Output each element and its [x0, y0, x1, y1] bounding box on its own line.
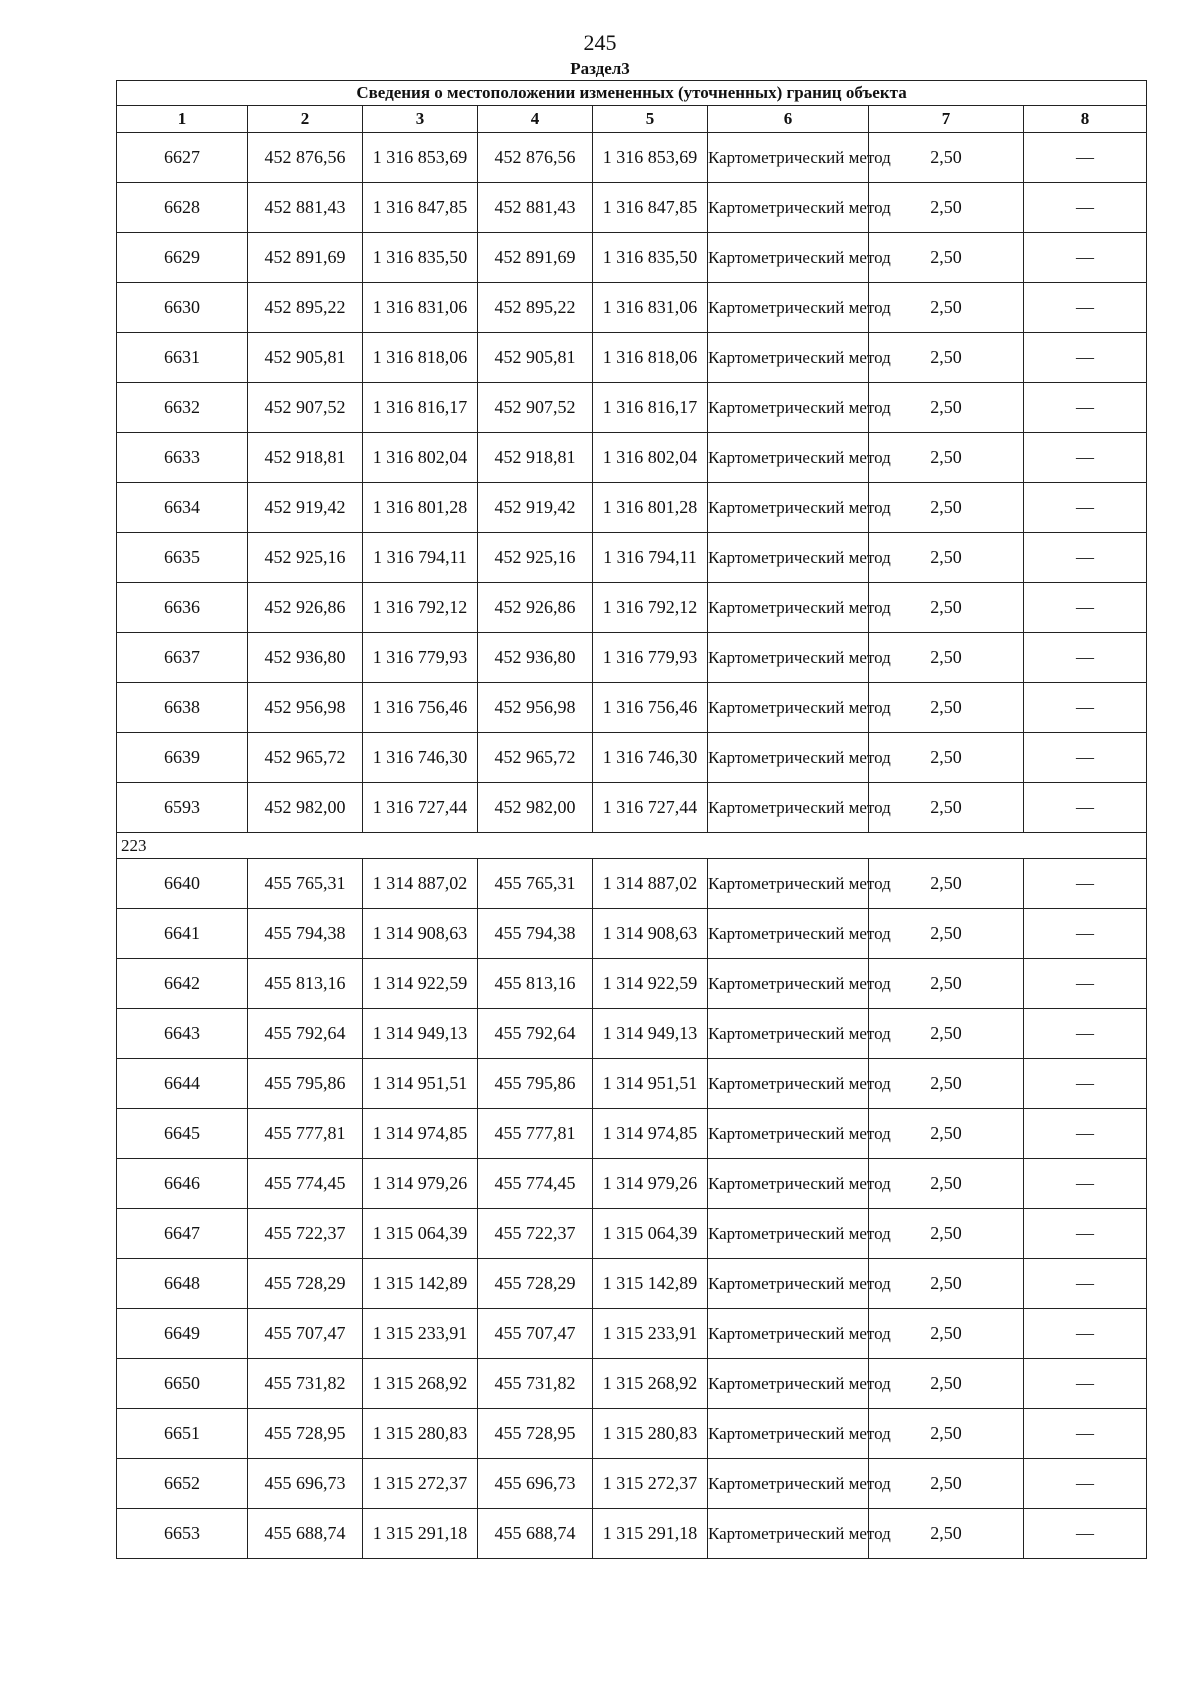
table-cell: —: [1024, 859, 1147, 909]
table-cell: —: [1024, 1259, 1147, 1309]
page-number: 245: [583, 30, 617, 55]
table-cell: Картометрический метод: [708, 233, 869, 283]
table-cell: —: [1024, 483, 1147, 533]
table-cell: 452 965,72: [478, 733, 593, 783]
table-cell: 455 795,86: [478, 1059, 593, 1109]
table-cell: —: [1024, 1009, 1147, 1059]
table-cell: 6636: [117, 583, 248, 633]
table-cell: 6593: [117, 783, 248, 833]
table-cell: 452 907,52: [478, 383, 593, 433]
table-cell: 452 895,22: [248, 283, 363, 333]
table-cell: 1 316 853,69: [363, 133, 478, 183]
table-cell: 455 765,31: [478, 859, 593, 909]
table-cell: 2,50: [869, 959, 1024, 1009]
table-cell: 452 918,81: [478, 433, 593, 483]
table-cell: 6644: [117, 1059, 248, 1109]
table-cell: 2,50: [869, 783, 1024, 833]
column-number: 1: [117, 106, 248, 133]
table-cell: Картометрический метод: [708, 1359, 869, 1409]
table-cell: 6639: [117, 733, 248, 783]
table-cell: —: [1024, 633, 1147, 683]
table-cell: 2,50: [869, 859, 1024, 909]
table-row: [117, 683, 1147, 733]
table-cell: 452 926,86: [478, 583, 593, 633]
table-cell: 1 316 835,50: [593, 233, 708, 283]
table-cell: Картометрический метод: [708, 583, 869, 633]
table-cell: Картометрический метод: [708, 909, 869, 959]
table-cell: 6651: [117, 1409, 248, 1459]
table-cell: 1 316 746,30: [593, 733, 708, 783]
table-row: [117, 1209, 1147, 1259]
table-cell: 2,50: [869, 683, 1024, 733]
table-cell: 2,50: [869, 133, 1024, 183]
table-cell: 455 728,29: [478, 1259, 593, 1309]
table-cell: 455 731,82: [478, 1359, 593, 1409]
table-cell: Картометрический метод: [708, 1259, 869, 1309]
table-cell: —: [1024, 1309, 1147, 1359]
table-cell: 6650: [117, 1359, 248, 1409]
table-cell: 1 316 847,85: [593, 183, 708, 233]
table-cell: 2,50: [869, 283, 1024, 333]
table-row: [117, 233, 1147, 283]
table-cell: 6641: [117, 909, 248, 959]
table-cell: —: [1024, 909, 1147, 959]
table-cell: 452 918,81: [248, 433, 363, 483]
table-cell: 455 813,16: [478, 959, 593, 1009]
column-number: 3: [363, 106, 478, 133]
table-cell: Картометрический метод: [708, 1059, 869, 1109]
table-row: [117, 1059, 1147, 1109]
table-cell: 452 936,80: [478, 633, 593, 683]
table-cell: 1 315 272,37: [593, 1459, 708, 1509]
table-cell: 452 881,43: [248, 183, 363, 233]
table-cell: —: [1024, 533, 1147, 583]
table-cell: Картометрический метод: [708, 1159, 869, 1209]
table-cell: 1 315 291,18: [593, 1509, 708, 1559]
table-cell: 455 696,73: [248, 1459, 363, 1509]
table-cell: 452 936,80: [248, 633, 363, 683]
table-cell: 1 316 792,12: [363, 583, 478, 633]
table-cell: 1 316 756,46: [593, 683, 708, 733]
table-cell: 6630: [117, 283, 248, 333]
table-cell: 452 956,98: [248, 683, 363, 733]
table-cell: Картометрический метод: [708, 1309, 869, 1359]
table-row: [117, 1309, 1147, 1359]
table-cell: 2,50: [869, 183, 1024, 233]
table-cell: 6634: [117, 483, 248, 533]
table-cell: 2,50: [869, 1209, 1024, 1259]
table-cell: 452 881,43: [478, 183, 593, 233]
table-cell: Картометрический метод: [708, 283, 869, 333]
table-cell: 6652: [117, 1459, 248, 1509]
table-cell: 6646: [117, 1159, 248, 1209]
table-cell: 2,50: [869, 909, 1024, 959]
table-cell: —: [1024, 1159, 1147, 1209]
table-cell: —: [1024, 1059, 1147, 1109]
table-cell: 452 965,72: [248, 733, 363, 783]
table-cell: 1 316 779,93: [363, 633, 478, 683]
table-cell: 1 316 801,28: [363, 483, 478, 533]
table-cell: 1 316 727,44: [363, 783, 478, 833]
table-cell: 455 777,81: [478, 1109, 593, 1159]
table-cell: Картометрический метод: [708, 959, 869, 1009]
table-cell: 6635: [117, 533, 248, 583]
table-cell: —: [1024, 959, 1147, 1009]
table-cell: 2,50: [869, 1009, 1024, 1059]
table-cell: —: [1024, 333, 1147, 383]
table-cell: 455 707,47: [478, 1309, 593, 1359]
table-cell: 1 316 746,30: [363, 733, 478, 783]
table-cell: 1 315 268,92: [593, 1359, 708, 1409]
table-cell: 6648: [117, 1259, 248, 1309]
table-cell: 1 314 922,59: [363, 959, 478, 1009]
table-row: [117, 1009, 1147, 1059]
table-cell: 1 316 727,44: [593, 783, 708, 833]
table-cell: Картометрический метод: [708, 1459, 869, 1509]
table-cell: 455 777,81: [248, 1109, 363, 1159]
table-cell: —: [1024, 733, 1147, 783]
table-cell: 455 792,64: [478, 1009, 593, 1059]
column-number: 4: [478, 106, 593, 133]
table-cell: —: [1024, 1209, 1147, 1259]
table-row: [117, 133, 1147, 183]
table-cell: 1 314 979,26: [593, 1159, 708, 1209]
table-cell: 452 982,00: [248, 783, 363, 833]
table-cell: 452 926,86: [248, 583, 363, 633]
table-cell: 2,50: [869, 1409, 1024, 1459]
table-cell: 2,50: [869, 1059, 1024, 1109]
table-cell: Картометрический метод: [708, 483, 869, 533]
table-cell: Картометрический метод: [708, 1209, 869, 1259]
table-cell: 1 315 280,83: [593, 1409, 708, 1459]
table-row: [117, 283, 1147, 333]
table-caption: Сведения о местоположении измененных (уточненных) границ объекта: [117, 81, 1147, 106]
table-cell: 452 956,98: [478, 683, 593, 733]
table-row: [117, 433, 1147, 483]
table-cell: 1 314 951,51: [593, 1059, 708, 1109]
table-cell: 455 722,37: [478, 1209, 593, 1259]
table-cell: 455 774,45: [478, 1159, 593, 1209]
table-cell: 455 696,73: [478, 1459, 593, 1509]
table-cell: 1 314 908,63: [363, 909, 478, 959]
table-cell: Картометрический метод: [708, 859, 869, 909]
table-cell: 1 316 802,04: [363, 433, 478, 483]
table-cell: Картометрический метод: [708, 783, 869, 833]
table-cell: 455 813,16: [248, 959, 363, 1009]
table-cell: 1 315 272,37: [363, 1459, 478, 1509]
column-number: 5: [593, 106, 708, 133]
section-title: Раздел3: [570, 59, 630, 78]
table-cell: 1 316 802,04: [593, 433, 708, 483]
column-number: 6: [708, 106, 869, 133]
table-cell: 455 728,95: [248, 1409, 363, 1459]
table-cell: 1 314 922,59: [593, 959, 708, 1009]
table-cell: 455 794,38: [248, 909, 363, 959]
table-row: [117, 383, 1147, 433]
table-cell: 452 925,16: [248, 533, 363, 583]
group-label: 223: [117, 833, 1147, 859]
table-cell: 455 728,95: [478, 1409, 593, 1459]
table-cell: 6629: [117, 233, 248, 283]
table-cell: 6631: [117, 333, 248, 383]
table-cell: 452 982,00: [478, 783, 593, 833]
table-cell: 2,50: [869, 1359, 1024, 1409]
column-numbers-row: [117, 106, 1147, 133]
table-row: [117, 183, 1147, 233]
table-cell: 2,50: [869, 233, 1024, 283]
table-cell: 455 774,45: [248, 1159, 363, 1209]
table-cell: Картометрический метод: [708, 383, 869, 433]
table-cell: 452 895,22: [478, 283, 593, 333]
table-cell: 2,50: [869, 1259, 1024, 1309]
table-cell: 1 316 794,11: [593, 533, 708, 583]
table-cell: 1 315 064,39: [593, 1209, 708, 1259]
table-cell: 455 688,74: [248, 1509, 363, 1559]
table-row: [117, 783, 1147, 833]
table-cell: 452 905,81: [478, 333, 593, 383]
table-cell: 455 794,38: [478, 909, 593, 959]
table-cell: 452 919,42: [478, 483, 593, 533]
table-cell: 1 316 816,17: [593, 383, 708, 433]
table-cell: 1 314 979,26: [363, 1159, 478, 1209]
table-cell: 1 314 949,13: [593, 1009, 708, 1059]
table-cell: Картометрический метод: [708, 1409, 869, 1459]
table-cell: —: [1024, 183, 1147, 233]
table-cell: Картометрический метод: [708, 633, 869, 683]
table-row: [117, 1259, 1147, 1309]
table-row: [117, 533, 1147, 583]
table-cell: 1 314 949,13: [363, 1009, 478, 1059]
table-cell: 455 795,86: [248, 1059, 363, 1109]
table-cell: 455 792,64: [248, 1009, 363, 1059]
table-cell: 6632: [117, 383, 248, 433]
table-cell: 452 925,16: [478, 533, 593, 583]
table-cell: 6642: [117, 959, 248, 1009]
table-row: [117, 1109, 1147, 1159]
table-cell: —: [1024, 283, 1147, 333]
table-caption-row: [117, 81, 1147, 106]
group-label-row: [117, 833, 1147, 859]
table-cell: Картометрический метод: [708, 433, 869, 483]
table-row: [117, 859, 1147, 909]
table-cell: —: [1024, 583, 1147, 633]
table-cell: 2,50: [869, 733, 1024, 783]
table-cell: 2,50: [869, 1159, 1024, 1209]
table-cell: 455 731,82: [248, 1359, 363, 1409]
table-row: [117, 633, 1147, 683]
table-cell: 1 316 756,46: [363, 683, 478, 733]
table-cell: 455 707,47: [248, 1309, 363, 1359]
column-number: 7: [869, 106, 1024, 133]
table-cell: 6647: [117, 1209, 248, 1259]
table-row: [117, 1509, 1147, 1559]
table-cell: —: [1024, 233, 1147, 283]
table-cell: 452 891,69: [478, 233, 593, 283]
table-cell: 1 314 951,51: [363, 1059, 478, 1109]
table-cell: Картометрический метод: [708, 683, 869, 733]
table-cell: 455 728,29: [248, 1259, 363, 1309]
table-row: [117, 959, 1147, 1009]
table-cell: 6637: [117, 633, 248, 683]
table-cell: Картометрический метод: [708, 733, 869, 783]
table-cell: 452 905,81: [248, 333, 363, 383]
table-row: [117, 909, 1147, 959]
table-cell: —: [1024, 133, 1147, 183]
table-cell: 6640: [117, 859, 248, 909]
table-cell: 1 314 974,85: [363, 1109, 478, 1159]
table-cell: —: [1024, 433, 1147, 483]
table-cell: 1 315 280,83: [363, 1409, 478, 1459]
column-number: 8: [1024, 106, 1147, 133]
table-cell: 6628: [117, 183, 248, 233]
table-cell: 2,50: [869, 633, 1024, 683]
boundary-coordinates-table: [116, 80, 1147, 1559]
table-cell: —: [1024, 1109, 1147, 1159]
table-cell: 1 316 794,11: [363, 533, 478, 583]
table-cell: 1 316 801,28: [593, 483, 708, 533]
table-cell: —: [1024, 1409, 1147, 1459]
table-cell: 1 315 064,39: [363, 1209, 478, 1259]
table-cell: —: [1024, 383, 1147, 433]
table-cell: 1 316 847,85: [363, 183, 478, 233]
table-cell: 2,50: [869, 1459, 1024, 1509]
table-cell: 1 316 779,93: [593, 633, 708, 683]
table-cell: 1 316 831,06: [593, 283, 708, 333]
table-cell: 1 316 816,17: [363, 383, 478, 433]
table-cell: 1 314 887,02: [363, 859, 478, 909]
table-cell: 1 315 268,92: [363, 1359, 478, 1409]
table-cell: Картометрический метод: [708, 333, 869, 383]
table-cell: 6645: [117, 1109, 248, 1159]
table-body: [117, 133, 1147, 1559]
table-cell: 2,50: [869, 1309, 1024, 1359]
table-cell: 1 315 233,91: [593, 1309, 708, 1359]
table-row: [117, 1459, 1147, 1509]
table-cell: 2,50: [869, 1109, 1024, 1159]
table-cell: 452 919,42: [248, 483, 363, 533]
table-cell: 452 876,56: [248, 133, 363, 183]
table-cell: 1 314 908,63: [593, 909, 708, 959]
table-cell: Картометрический метод: [708, 133, 869, 183]
table-cell: 455 722,37: [248, 1209, 363, 1259]
table-cell: 6649: [117, 1309, 248, 1359]
table-cell: 1 316 792,12: [593, 583, 708, 633]
table-cell: 1 316 831,06: [363, 283, 478, 333]
table-row: [117, 1359, 1147, 1409]
table-cell: 6643: [117, 1009, 248, 1059]
table-cell: 1 316 818,06: [363, 333, 478, 383]
table-cell: 6638: [117, 683, 248, 733]
table-cell: —: [1024, 1359, 1147, 1409]
table-cell: 1 315 291,18: [363, 1509, 478, 1559]
table-cell: 2,50: [869, 483, 1024, 533]
table-cell: 6653: [117, 1509, 248, 1559]
table-cell: 6627: [117, 133, 248, 183]
table-cell: 1 314 974,85: [593, 1109, 708, 1159]
table-cell: —: [1024, 783, 1147, 833]
table-cell: —: [1024, 683, 1147, 733]
table-cell: 1 316 853,69: [593, 133, 708, 183]
table-cell: 2,50: [869, 383, 1024, 433]
table-row: [117, 733, 1147, 783]
table-cell: 1 316 818,06: [593, 333, 708, 383]
table-cell: Картометрический метод: [708, 533, 869, 583]
table-cell: 2,50: [869, 333, 1024, 383]
table-cell: 1 315 233,91: [363, 1309, 478, 1359]
column-number: 2: [248, 106, 363, 133]
table-cell: —: [1024, 1509, 1147, 1559]
table-cell: Картометрический метод: [708, 183, 869, 233]
table-cell: 1 314 887,02: [593, 859, 708, 909]
table-cell: Картометрический метод: [708, 1509, 869, 1559]
table-row: [117, 483, 1147, 533]
table-cell: 2,50: [869, 583, 1024, 633]
table-row: [117, 333, 1147, 383]
table-cell: 1 316 835,50: [363, 233, 478, 283]
table-cell: Картометрический метод: [708, 1009, 869, 1059]
table-cell: —: [1024, 1459, 1147, 1509]
table-row: [117, 1409, 1147, 1459]
table-cell: 1 315 142,89: [363, 1259, 478, 1309]
table-cell: 455 688,74: [478, 1509, 593, 1559]
table-row: [117, 1159, 1147, 1209]
table-cell: 2,50: [869, 533, 1024, 583]
table-cell: 455 765,31: [248, 859, 363, 909]
table-row: [117, 583, 1147, 633]
table-cell: 452 876,56: [478, 133, 593, 183]
table-cell: Картометрический метод: [708, 1109, 869, 1159]
table-cell: 2,50: [869, 1509, 1024, 1559]
table-cell: 2,50: [869, 433, 1024, 483]
table-cell: 6633: [117, 433, 248, 483]
table-cell: 1 315 142,89: [593, 1259, 708, 1309]
table-cell: 452 907,52: [248, 383, 363, 433]
table-cell: 452 891,69: [248, 233, 363, 283]
